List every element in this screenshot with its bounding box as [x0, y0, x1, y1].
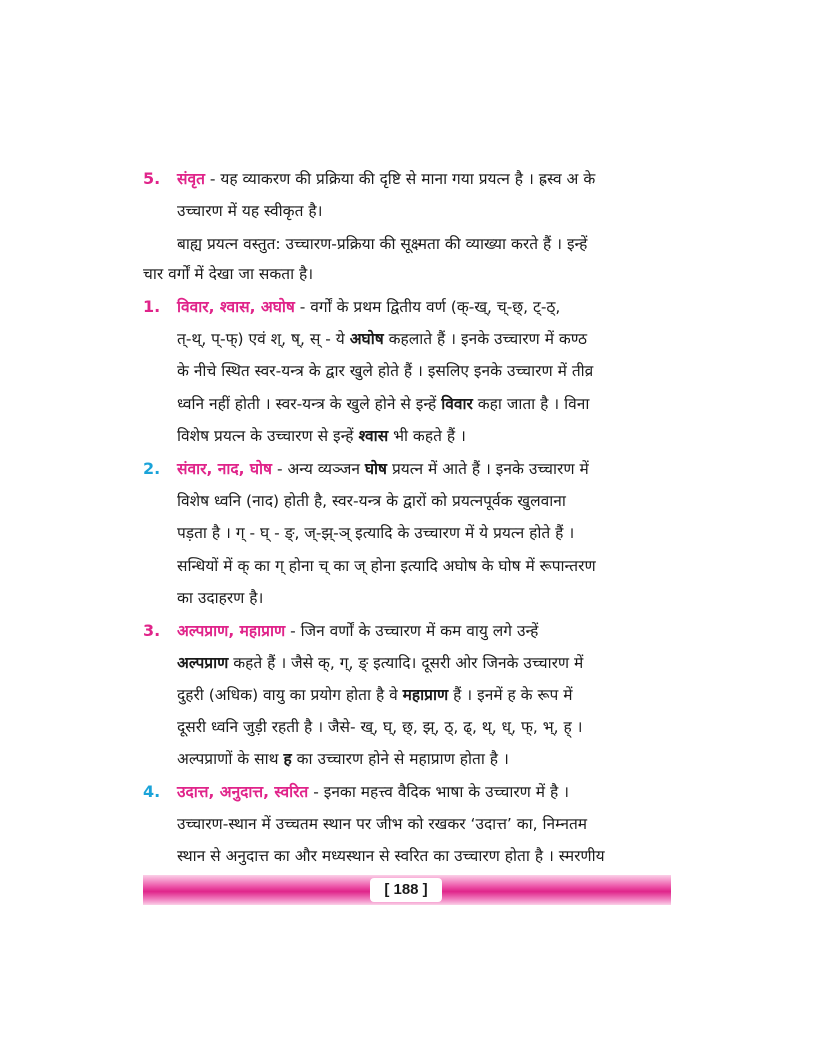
item-line	[177, 328, 587, 350]
text-span: कहा जाता है । विना	[472, 395, 590, 413]
item-number: 1.	[143, 297, 161, 316]
text-span: भी कहते हैं ।	[388, 427, 466, 445]
text-span: - अन्य व्यञ्जन	[272, 460, 365, 478]
item-heading: अल्पप्राण, महाप्राण	[177, 622, 286, 640]
item-number: 3.	[143, 621, 161, 640]
item-line	[177, 425, 466, 447]
bold-term: विवार	[441, 395, 473, 413]
item-heading: संवार, नाद, घोष	[177, 460, 273, 478]
item-line	[177, 393, 589, 415]
item-heading: संवृत	[177, 170, 205, 188]
item-number: 4.	[143, 782, 161, 801]
item-line	[177, 781, 569, 803]
text-span: त्-थ्, प्-फ्) एवं श्, ष्, स् - ये	[177, 330, 350, 348]
paragraph-line: बाह्य प्रयत्न वस्तुत: उच्चारण-प्रक्रिया की सूक्ष्मता की व्याख्या करते हैं । इन्हें	[177, 235, 588, 253]
text-span: अल्पप्राणों के साथ	[177, 750, 284, 768]
text-span: का उच्चारण होने से महाप्राण होता है ।	[291, 750, 509, 768]
item-line	[177, 748, 509, 770]
item-text: - वर्गों के प्रथम द्वितीय वर्ण (क्-ख्, च्-छ्, ट्-ठ्,	[294, 298, 561, 316]
item-line	[177, 620, 538, 642]
item-heading: विवार, श्वास, अघोष	[177, 298, 295, 316]
text-span: विशेष प्रयत्न के उच्चारण से इन्हें	[177, 427, 359, 445]
text-span: कहलाते हैं । इनके उच्चारण में कण्ठ	[383, 330, 587, 348]
text-span: - इनका महत्त्व वैदिक भाषा के उच्चारण में है ।	[308, 783, 570, 801]
bold-term: अल्पप्राण	[177, 654, 229, 672]
bold-term: श्वास	[358, 427, 389, 445]
item-line: पड़ता है । ग् - घ् - ङ्, ज्-झ्-ञ् इत्यादि के उच्चारण में ये प्रयत्न होते हैं ।	[177, 524, 575, 542]
item-line	[177, 168, 595, 190]
text-span: - जिन वर्णों के उच्चारण में कम वायु लगे उन्हें	[285, 622, 539, 640]
item-line: के नीचे स्थित स्वर-यन्त्र के द्वार खुले होते हैं । इसलिए इनके उच्चारण में तीव्र	[177, 362, 594, 380]
page-number: [ 188 ]	[370, 878, 442, 902]
item-heading: उदात्त, अनुदात्त, स्वरित	[177, 783, 309, 801]
item-number: 2.	[143, 459, 161, 478]
text-span: दुहरी (अधिक) वायु का प्रयोग होता है वे	[177, 686, 403, 704]
item-line: सन्धियों में क् का ग् होना च् का ज् होना इत्यादि अघोष के घोष में रूपान्तरण	[177, 557, 596, 575]
item-text: - यह व्याकरण की प्रक्रिया की दृष्टि से माना गया प्रयत्न है । ह्रस्व अ के	[204, 170, 596, 188]
text-span: प्रयत्न में आते हैं । इनके उच्चारण में	[387, 460, 589, 478]
item-line: उच्चारण-स्थान में उच्चतम स्थान पर जीभ को रखकर ‘उदात्त’ का, निम्नतम	[177, 815, 588, 833]
item-line: उच्चारण में यह स्वीकृत है।	[177, 202, 323, 220]
item-line: दूसरी ध्वनि जुड़ी रहती है । जैसे- ख्, घ्, छ्, झ्, ठ्, ढ्, थ्, ध्, फ्, भ्, ह् ।	[177, 718, 583, 736]
item-line	[177, 458, 589, 480]
text-span: हैं । इनमें ह के रूप में	[448, 686, 573, 704]
item-number: 5.	[143, 169, 161, 188]
item-line	[177, 684, 573, 706]
paragraph-line: चार वर्गों में देखा जा सकता है।	[143, 265, 314, 283]
item-line: विशेष ध्वनि (नाद) होती है, स्वर-यन्त्र के द्वारों को प्रयत्नपूर्वक खुलवाना	[177, 492, 566, 510]
item-line: स्थान से अनुदात्त का और मध्यस्थान से स्वरित का उच्चारण होता है । स्मरणीय	[177, 847, 605, 865]
bold-term: महाप्राण	[402, 686, 449, 704]
item-line	[177, 652, 583, 674]
text-span: ध्वनि नहीं होती । स्वर-यन्त्र के खुले होने से इन्हें	[177, 395, 442, 413]
bold-term: घोष	[364, 460, 388, 478]
item-line	[177, 296, 560, 318]
item-line: का उदाहरण है।	[177, 589, 264, 607]
bold-term: ह	[283, 750, 292, 768]
text-span: कहते हैं । जैसे क्, ग्, ङ् इत्यादि। दूसरी ओर जिनके उच्चारण में	[228, 654, 584, 672]
bold-term: अघोष	[349, 330, 384, 348]
